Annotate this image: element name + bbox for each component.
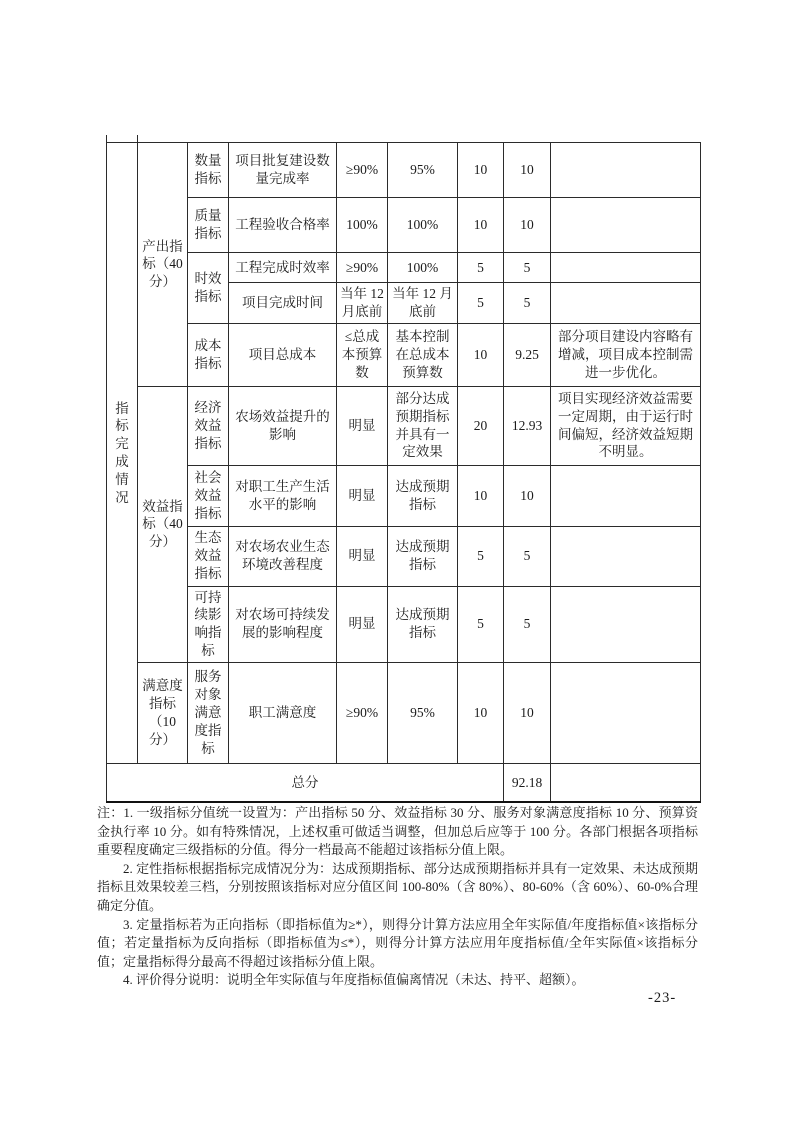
sub-indicator-cell: 社会效益指标 <box>188 465 229 526</box>
table-row <box>107 323 701 386</box>
indicator-name-cell: 项目总成本 <box>229 323 337 386</box>
note-cell <box>551 253 701 283</box>
actual-value-cell: 部分达成预期指标并具有一定效果 <box>388 386 458 465</box>
section-header-satisfaction: 满意度指标（10分） <box>138 662 188 763</box>
note-cell <box>551 143 701 198</box>
indicator-name-cell: 工程完成时效率 <box>229 253 337 283</box>
actual-value-cell: 95% <box>388 662 458 763</box>
target-value-cell: ≥90% <box>337 253 388 283</box>
awarded-score-cell: 5 <box>504 526 551 586</box>
indicator-name-cell: 项目批复建设数量完成率 <box>229 143 337 198</box>
section-header-benefit: 效益指标（40分） <box>138 386 188 662</box>
actual-value-cell: 达成预期指标 <box>388 586 458 662</box>
note-cell <box>551 198 701 253</box>
score-cell: 5 <box>458 283 504 324</box>
indicator-name-cell: 对农场可持续发展的影响程度 <box>229 586 337 662</box>
indicator-name-cell: 对农场农业生态环境改善程度 <box>229 526 337 586</box>
awarded-score-cell: 9.25 <box>504 323 551 386</box>
target-value-cell: 明显 <box>337 465 388 526</box>
target-value-cell: ≥90% <box>337 143 388 198</box>
awarded-score-cell: 12.93 <box>504 386 551 465</box>
table-row <box>107 526 701 586</box>
actual-value-cell: 达成预期指标 <box>388 526 458 586</box>
note-cell <box>551 526 701 586</box>
awarded-score-cell: 10 <box>504 143 551 198</box>
total-row <box>107 763 701 802</box>
actual-value-cell: 基本控制在总成本预算数 <box>388 323 458 386</box>
actual-value-cell: 100% <box>388 198 458 253</box>
table-row <box>107 386 701 465</box>
section-header-output: 产出指标（40分） <box>138 143 188 387</box>
sub-indicator-cell: 成本指标 <box>188 323 229 386</box>
score-cell: 5 <box>458 253 504 283</box>
indicator-name-cell: 工程验收合格率 <box>229 198 337 253</box>
footnote-2: 2. 定性指标根据指标完成情况分为：达成预期指标、部分达成预期指标并具有一定效果、未达成预期指标且效果较差三档，分别按照该指标对应分值区间 100-80%（含 80%）、80-60%（含 60%）、60-0%合理确定分值。 <box>97 860 698 913</box>
awarded-score-cell: 5 <box>504 586 551 662</box>
target-value-cell: 当年 12 月底前 <box>337 283 388 324</box>
sub-indicator-cell: 质量指标 <box>188 198 229 253</box>
indicator-name-cell: 农场效益提升的影响 <box>229 386 337 465</box>
page-number: -23- <box>648 990 677 1006</box>
target-value-cell: 明显 <box>337 526 388 586</box>
footnotes <box>97 804 698 990</box>
score-cell: 10 <box>458 143 504 198</box>
score-cell: 20 <box>458 386 504 465</box>
actual-value-cell: 达成预期指标 <box>388 465 458 526</box>
score-cell: 10 <box>458 323 504 386</box>
table-row <box>107 198 701 253</box>
performance-indicator-table <box>106 142 701 803</box>
actual-value-cell: 100% <box>388 253 458 283</box>
note-cell: 部分项目建设内容略有增减，项目成本控制需进一步优化。 <box>551 323 701 386</box>
actual-value-cell: 当年 12 月底前 <box>388 283 458 324</box>
sub-indicator-cell: 数量指标 <box>188 143 229 198</box>
sub-indicator-cell: 服务对象满意度指标 <box>188 662 229 763</box>
sub-indicator-cell: 可持续影响指标 <box>188 586 229 662</box>
target-value-cell: 100% <box>337 198 388 253</box>
awarded-score-cell: 10 <box>504 198 551 253</box>
table-row <box>107 253 701 283</box>
table-row <box>107 465 701 526</box>
awarded-score-cell: 5 <box>504 253 551 283</box>
target-value-cell: 明显 <box>337 386 388 465</box>
note-cell <box>551 465 701 526</box>
footnote-4: 4. 评价得分说明：说明全年实际值与年度指标值偏离情况（未达、持平、超额）。 <box>123 972 585 988</box>
footnote-3: 3. 定量指标若为正向指标（即指标值为≥*），则得分计算方法应用全年实际值/年度指标值×该指标分值；若定量指标为反向指标（即指标值为≤*），则得分计算方法应用年度指标值/全年实际值×该指标分值；定量指标得分最高不得超过该指标分值上限。 <box>97 916 698 969</box>
row-group-header-completion: 指标完成情况 <box>107 143 138 764</box>
sub-indicator-cell: 生态效益指标 <box>188 526 229 586</box>
target-value-cell: ≤总成本预算数 <box>337 323 388 386</box>
total-label-cell: 总分 <box>107 763 504 802</box>
total-score-cell: 92.18 <box>504 763 551 802</box>
total-note-cell <box>551 763 701 802</box>
target-value-cell: ≥90% <box>337 662 388 763</box>
awarded-score-cell: 5 <box>504 283 551 324</box>
score-cell: 10 <box>458 662 504 763</box>
indicator-name-cell: 项目完成时间 <box>229 283 337 324</box>
indicator-name-cell: 对职工生产生活水平的影响 <box>229 465 337 526</box>
note-cell <box>551 662 701 763</box>
score-cell: 5 <box>458 586 504 662</box>
score-cell: 10 <box>458 465 504 526</box>
footnote-1: 注：1. 一级指标分值统一设置为：产出指标 50 分、效益指标 30 分、服务对象满意度指标 10 分、预算资金执行率 10 分。如有特殊情况，上述权重可做适当调整，但加总后应等于 100 分。各部门根据各项指标重要程度确定三级指标的分值。得分一档最高不能超过该指标分值上限。 <box>97 805 698 858</box>
awarded-score-cell: 10 <box>504 465 551 526</box>
sub-indicator-cell: 经济效益指标 <box>188 386 229 465</box>
note-cell <box>551 283 701 324</box>
sub-indicator-cell: 时效指标 <box>188 253 229 324</box>
score-cell: 10 <box>458 198 504 253</box>
table-row <box>107 586 701 662</box>
note-cell: 项目实现经济效益需要一定周期，由于运行时间偏短，经济效益短期不明显。 <box>551 386 701 465</box>
target-value-cell: 明显 <box>337 586 388 662</box>
indicator-name-cell: 职工满意度 <box>229 662 337 763</box>
table-row <box>107 143 701 198</box>
actual-value-cell: 95% <box>388 143 458 198</box>
table-row <box>107 662 701 763</box>
score-cell: 5 <box>458 526 504 586</box>
note-cell <box>551 586 701 662</box>
awarded-score-cell: 10 <box>504 662 551 763</box>
